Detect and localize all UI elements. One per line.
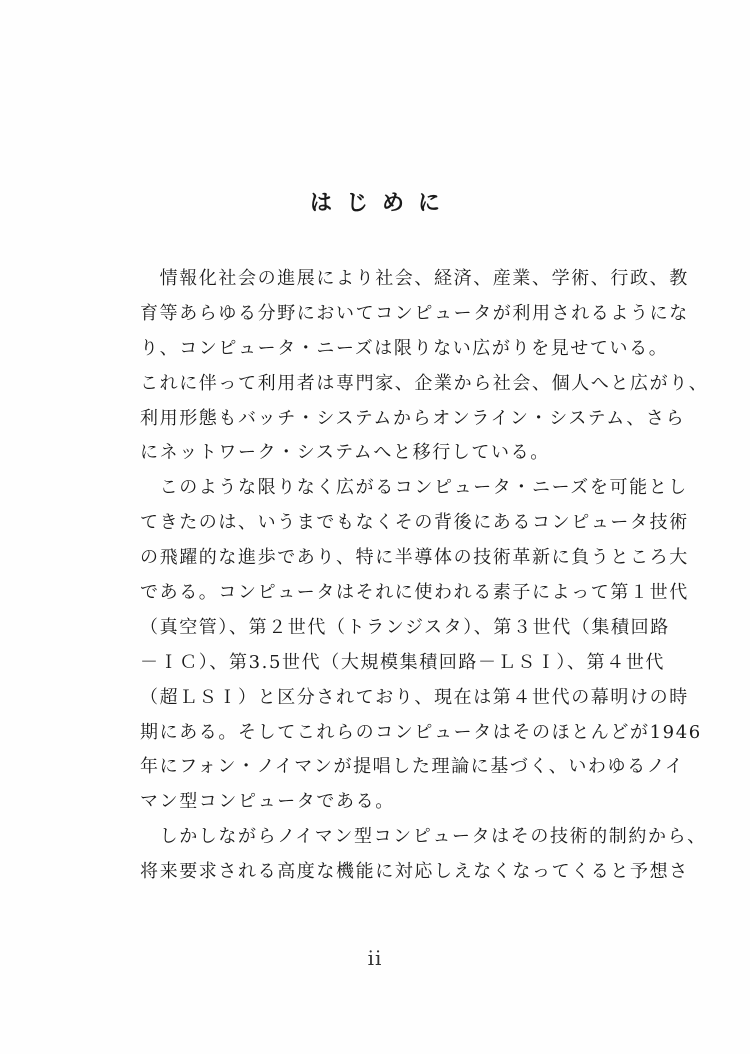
text-line: にネットワーク・システムへと移行している。 [140, 442, 550, 464]
text-line: （真空管）、第２世代（トランジスタ）、第３世代（集積回路 [140, 616, 670, 638]
text-line: 将来要求される高度な機能に対応しえなくなってくると予想さ [140, 861, 689, 883]
text-line: 利用形態もバッチ・システムからオンライン・システム、さら [140, 407, 686, 429]
page-title: はじめに [309, 190, 454, 216]
body-text [140, 262, 709, 890]
text-line: マン型コンピュータである。 [140, 791, 395, 813]
text-line: である。コンピュータはそれに使われる素子によって第１世代 [140, 582, 689, 604]
text-line: 期にある。そしてこれらのコンピュータはそのほとんどが1946 [140, 721, 702, 743]
page-number: ii [367, 946, 383, 970]
text-line: 情報化社会の進展により社会、経済、産業、学術、行政、教 [140, 268, 689, 289]
text-line: －ＩＣ）、第3.5世代（大規模集積回路－ＬＳＩ）、第４世代 [140, 651, 666, 673]
text-line: このような限りなく広がるコンピュータ・ニーズを可能とし [140, 477, 688, 499]
text-line: これに伴って利用者は専門家、企業から社会、個人へと広がり、 [140, 372, 709, 394]
text-line: てきたのは、いうまでもなくその背後にあるコンピュータ技術 [140, 512, 689, 534]
text-line: り、コンピュータ・ニーズは限りない広がりを見せている。 [140, 337, 669, 359]
text-line: の飛躍的な進歩であり、特に半導体の技術革新に負うところ大 [140, 547, 689, 569]
text-line: しかしながらノイマン型コンピュータはその技術的制約から、 [140, 826, 707, 848]
text-line: 年にフォン・ノイマンが提唱した理論に基づく、いわゆるノイ [140, 756, 685, 778]
text-line: （超ＬＳＩ）と区分されており、現在は第４世代の幕明けの時 [140, 686, 689, 708]
text-line: 育等あらゆる分野においてコンピュータが利用されるようにな [140, 302, 689, 324]
